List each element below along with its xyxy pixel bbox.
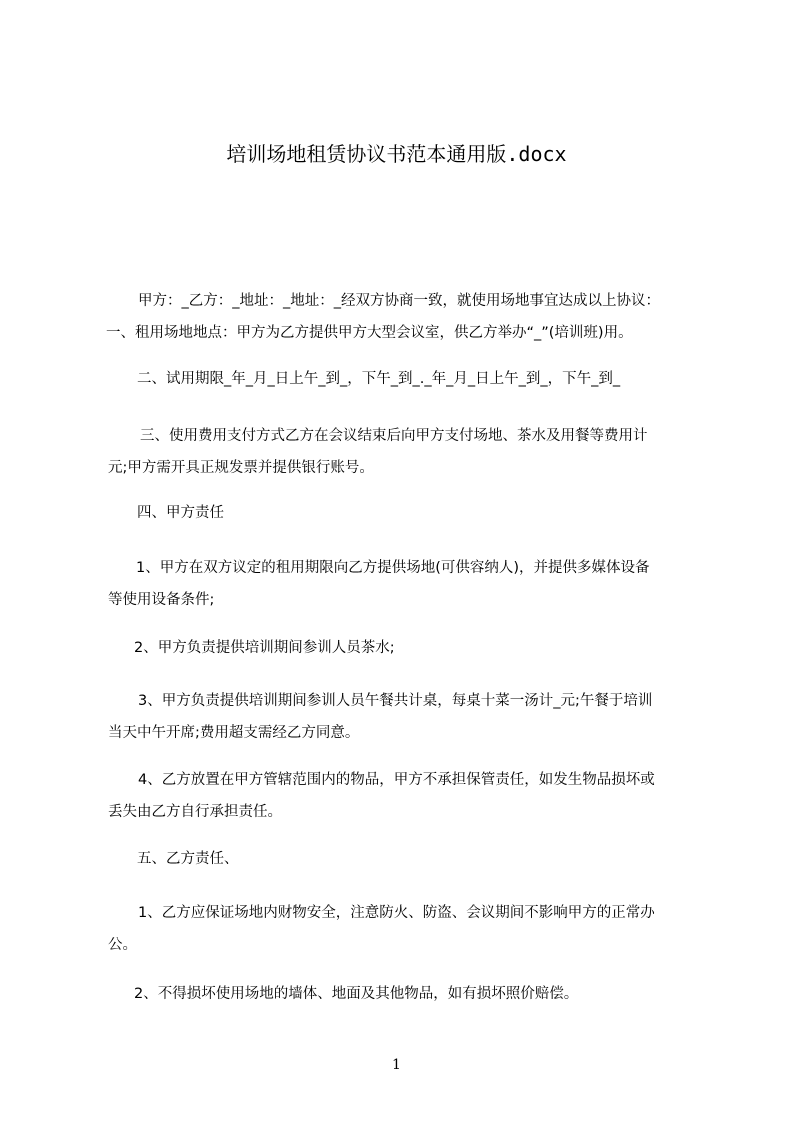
paragraph-line: 当天中午开席;费用超支需经乙方同意。 [108,725,360,741]
paragraph-line: 一、租用场地地点：甲方为乙方提供甲方大型会议室，供乙方举办“_”(培训班)用。 [106,325,633,341]
paragraph-payment [108,420,708,484]
paragraph-line: 丢失由乙方自行承担责任。 [108,804,282,820]
paragraph-line: 1、甲方在双方议定的租用期限向乙方提供场地(可供容纳人)，并提供多媒体设备 [136,560,650,576]
paragraph-heading-party-a [137,497,737,529]
paragraph-party-a-1 [108,552,708,616]
paragraph-party-a-3 [108,685,708,749]
paragraph-heading-party-b [137,843,737,875]
paragraph-line: 四、甲方责任 [137,505,224,521]
paragraph-party-a-2 [134,632,734,664]
paragraph-term [137,363,737,395]
paragraph-line: 三、使用费用支付方式乙方在会议结束后向甲方支付场地、茶水及用餐等费用计 [140,428,648,444]
paragraph-line: 等使用设备条件; [108,592,215,608]
paragraph-party-a-4 [108,764,708,828]
paragraph-line: 2、不得损坏使用场地的墙体、地面及其他物品，如有损坏照价赔偿。 [134,986,579,1002]
paragraph-party-b-1 [108,897,708,961]
paragraph-line: 元;甲方需开具正规发票并提供银行账号。 [108,460,374,476]
paragraph-line: 1、乙方应保证场地内财物安全，注意防火、防盗、会议期间不影响甲方的正常办 [138,905,655,921]
paragraph-line: 4、乙方放置在甲方管辖范围内的物品，甲方不承担保管责任，如发生物品损坏或 [138,772,655,788]
paragraph-line: 二、试用期限_年_月_日上午_到_，下午_到_._年_月_日上午_到_，下午_到_ [137,371,621,387]
paragraph-line: 甲方：_乙方：_地址：_地址：_经双方协商一致，就使用场地事宜达成以上协议： [138,293,660,309]
document-title: 培训场地租赁协议书范本通用版.docx [226,142,567,166]
paragraph-line: 五、乙方责任、 [137,851,239,867]
paragraph-parties [106,285,706,349]
paragraph-line: 3、甲方负责提供培训期间参训人员午餐共计桌，每桌十菜一汤计_元;午餐于培训 [138,693,653,709]
paragraph-line: 2、甲方负责提供培训期间参训人员茶水; [134,640,395,656]
page-number: 1 [392,1057,401,1073]
paragraph-party-b-2 [134,978,734,1010]
paragraph-line: 公。 [108,937,137,953]
